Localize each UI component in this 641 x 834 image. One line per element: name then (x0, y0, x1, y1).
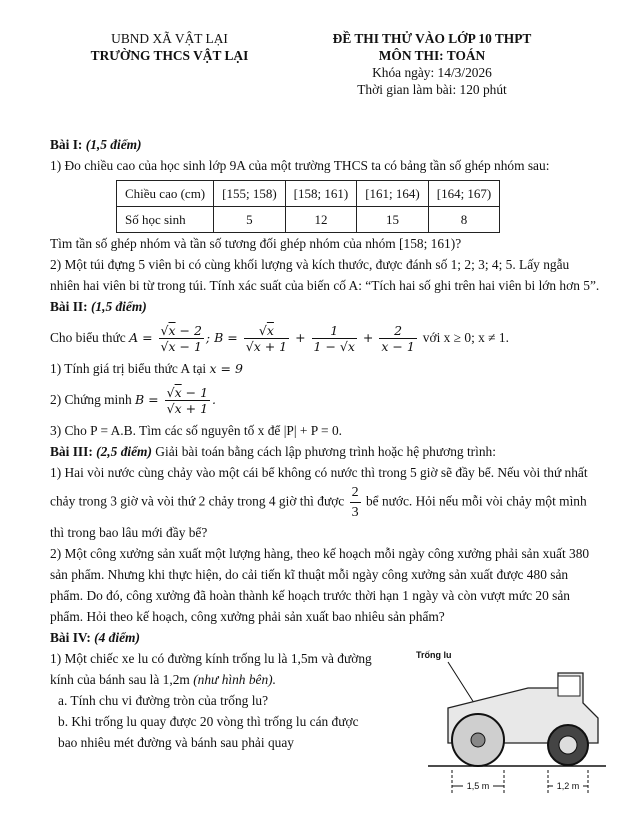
commune-name: UBND XÃ VẬT LẠI (111, 31, 228, 46)
section-2-title: Bài II: (50, 299, 88, 314)
label-pointer (448, 662, 476, 706)
table-cell: Chiều cao (cm) (117, 181, 214, 207)
section-3-title: Bài III: (50, 444, 93, 459)
section-1-q1-ask: Tìm tần số ghép nhóm và tần số tương đối ghép nhóm của nhóm [158; 161)? (50, 236, 462, 251)
table-cell: 12 (285, 207, 357, 233)
header-right (282, 30, 582, 98)
section-4-points: (4 điểm) (94, 630, 140, 645)
drum-hub (471, 733, 485, 747)
section-4-q1-note: (như hình bên). (193, 672, 276, 687)
section-2-heading (50, 296, 602, 317)
section-2-q2-text: 2) Chứng minh (50, 392, 132, 407)
section-1-q1: 1) Đo chiều cao của học sinh lớp 9A của một trường THCS ta có bảng tần số ghép nhóm sau: (50, 158, 550, 173)
frequency-table (116, 180, 500, 233)
section-2-intro: Cho biểu thức (50, 330, 126, 345)
section-3-points: (2,5 điểm) (96, 444, 152, 459)
table-cell: [161; 164) (357, 181, 429, 207)
table-cell: [158; 161) (285, 181, 357, 207)
cab-window (558, 676, 580, 696)
section-4-text (50, 648, 380, 753)
table-cell: 8 (428, 207, 500, 233)
section-2-q1 (50, 358, 602, 379)
section-2-q3: 3) Cho P = A.B. Tìm các số nguyên tố x để |P| + P = 0. (50, 423, 342, 438)
section-1-heading (50, 134, 602, 155)
fraction-two-thirds (350, 483, 361, 522)
formula-b: B = √ $\overline{x} - 1$ √ $\overline{x} + 1$ . (135, 392, 216, 407)
section-2-q1-text: 1) Tính giá trị biểu thức A tại (50, 361, 207, 376)
fraction-numerator: 2 (350, 483, 361, 503)
dim-label-drum: 1,5 m (466, 781, 490, 791)
section-4-heading (50, 627, 602, 648)
section-1-title: Bài I: (50, 137, 83, 152)
section-4-body (50, 648, 602, 818)
section-4-q1-text: 1) Một chiếc xe lu có đường kính trống lu là 1,5m và đường kính của bánh sau là 1,2m (50, 651, 372, 687)
road-roller-illustration (408, 648, 608, 798)
section-1-q2: 2) Một túi đựng 5 viên bi có cùng khối lượng và kích thước, được đánh số 1; 2; 3; 4; 5. Lấy ngẫu nhiên hai viên bi từ trong túi. Tính xác suất của biến cố A: “Tích hai số ghi trên hai viên bi lớn hơn 5”. (50, 257, 600, 293)
exam-title: ĐỀ THI THỬ VÀO LỚP 10 THPT (332, 31, 532, 46)
drum-label: Trống lu (416, 650, 452, 660)
section-4-qa: a. Tính chu vi đường tròn của trống lu? (58, 693, 269, 708)
table-cell: 5 (214, 207, 286, 233)
section-2-q2 (50, 385, 602, 416)
section-2-points: (1,5 điểm) (90, 299, 147, 314)
exam-duration: Thời gian làm bài: 120 phút (357, 82, 507, 97)
exam-date: Khóa ngày: 14/3/2026 (372, 65, 492, 80)
formula-a: A = √ $\overline{x} - 2$ √ $\overline{x} - 1$ ; B = √ $\overline{x}$ √ $\overline{x} + 1$ + $\frac{1}{1 - √ \overline{x}}$ + $\frac{2}{x - 1}$ (129, 330, 423, 345)
section-3-q1 (50, 462, 602, 543)
fraction-denominator: 3 (351, 505, 359, 520)
section-4-qb: b. Khi trống lu quay được 20 vòng thì trống lu cán được bao nhiêu mét đường và bánh sau phải quay (58, 714, 359, 750)
table-row (117, 207, 500, 233)
section-2-expression (50, 323, 602, 354)
section-4-q1 (50, 648, 380, 690)
section-3-q2: 2) Một công xưởng sản xuất một lượng hàng, theo kế hoạch mỗi ngày công xưởng phải sản xuất 380 sản phẩm. Nhưng khi thực hiện, do cải tiến kĩ thuật mỗi ngày công xưởng sản xuất được 480 sản phẩm. Do đó, công xưởng đã hoàn thành kế hoạch trước thời hạn 1 ngày và còn vượt mức 20 sản phẩm. Hỏi theo kế hoạch, công xưởng phải sản xuất bao nhiêu sản phẩm? (50, 546, 590, 624)
table-cell: Số học sinh (117, 207, 214, 233)
table-cell: 15 (357, 207, 429, 233)
section-3-q1-part2: bể nước. Hỏi nếu mỗi vòi chảy một mình thì trong bao lâu mới đầy bể? (50, 493, 587, 540)
section-2-condition: với x ≥ 0; x ≠ 1. (422, 330, 509, 345)
rear-hub (559, 736, 577, 754)
section-1-points: (1,5 điểm) (85, 137, 142, 152)
section-4-title: Bài IV: (50, 630, 91, 645)
table-cell: [155; 158) (214, 181, 286, 207)
table-cell: [164; 167) (428, 181, 500, 207)
school-name: TRƯỜNG THCS VẬT LẠI (90, 48, 249, 63)
exam-content (50, 134, 602, 818)
exam-subject: MÔN THI: TOÁN (378, 48, 486, 63)
section-2-q1-value: x = 9 (209, 361, 243, 376)
dim-label-wheel: 1,2 m (556, 781, 580, 791)
road-roller-figure (408, 648, 608, 818)
section-3-q1-part1: 1) Hai vòi nước cùng chảy vào một cái bể không có nước thì trong 5 giờ sẽ đầy bể. Nếu vòi thứ nhất chảy trong 3 giờ và vòi thứ 2 chảy trong 4 giờ thì được (50, 465, 588, 509)
section-3-intro: Giải bài toán bằng cách lập phương trình hoặc hệ phương trình: (155, 444, 496, 459)
table-row (117, 181, 500, 207)
section-3-heading (50, 441, 602, 462)
header-left (62, 30, 277, 64)
